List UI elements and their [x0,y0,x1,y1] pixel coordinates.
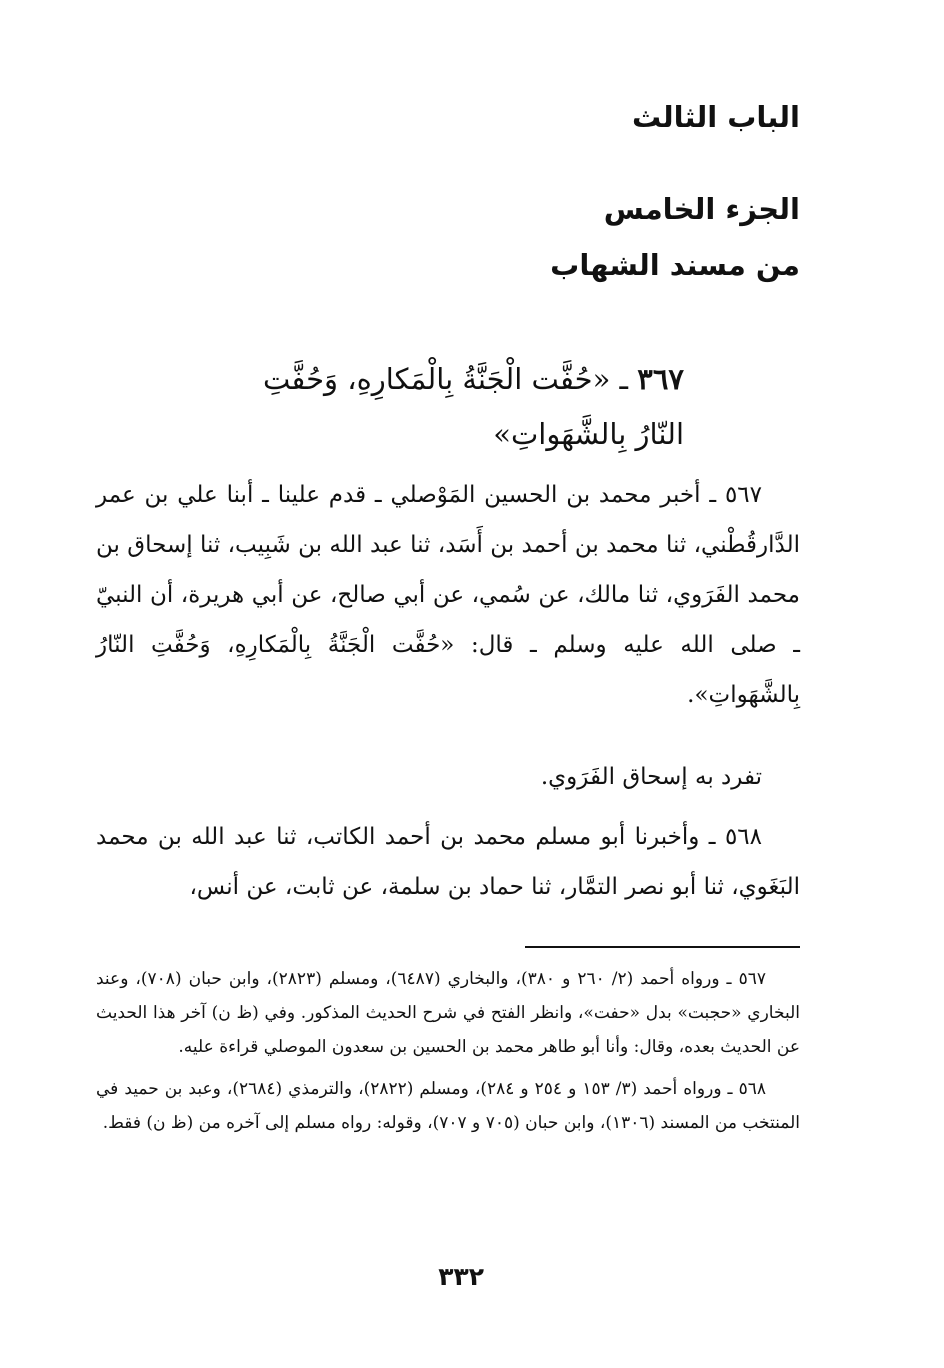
footnote-text: ورواه أحمد (٣/ ١٥٣ و ٢٥٤ و ٢٨٤)، ومسلم (٢٨٢٢)، والترمذي (٢٦٨٤)، وعبد بن حميد في المنتخب من المسند (١٣٠٦)، وابن حبان (٧٠٥ و ٧٠٧)، وقوله: رواه مسلم إلى آخره من (ظ ن) فقط. [96,1079,800,1133]
hadith-text: «حُفَّت الْجَنَّةُ بِالْمَكارِهِ، وَحُفَّتِ النّارُ بِالشَّهَواتِ» [262,362,684,451]
commentary-text: تفرد به إسحاق الفَرَوي. [540,764,762,790]
narration-paragraph [96,812,800,912]
footnote-text: ورواه أحمد (٢/ ٢٦٠ و ٣٨٠)، والبخاري (٦٤٨٧)، ومسلم (٢٨٢٣)، وابن حبان (٧٠٨)، وعند البخاري «حجبت» بدل «حفت»، وانظر الفتح في شرح الحديث المذكور. وفي (ظ ن) آخر هذا الحديث عن الحديث بعده، وقال: وأنا أبو طاهر محمد بن الحسين بن سعدون الموصلي قراءة عليه. [96,969,800,1057]
hadith-heading [214,352,684,462]
footnote-dash: ـ [719,969,732,989]
footnote-divider [525,946,800,948]
book-page [96,0,800,1368]
part-subtitle: من مسند الشهاب [550,248,800,282]
hadith-number: ٣٦٧ [637,362,684,396]
footnotes [96,962,800,1148]
narration-dash: ـ [700,482,717,508]
narration-text: أخبر محمد بن الحسين المَوْصلي ـ قدم علينا ـ أبنا علي بن عمر الدَّارقُطْني، ثنا محمد بن أحمد بن أَسَد، ثنا عبد الله بن شَبِيب، ثنا إسحاق بن محمد الفَرَوي، ثنا مالك، عن سُمي، عن أبي صالح، عن أبي هريرة، أن النبيّ ـ صلى الله عليه وسلم ـ قال: «حُفَّت الْجَنَّةُ بِالْمَكارِهِ، وَحُفَّتِ النّارُ بِالشَّهَواتِ». [96,482,800,708]
hadith-dash: ـ [610,362,629,396]
footnote-number: ٥٦٨ [738,1079,766,1099]
footnote [96,1072,800,1140]
narration-paragraph [96,470,800,720]
narration-text: وأخبرنا أبو مسلم محمد بن أحمد الكاتب، ثنا عبد الله بن محمد البَغَوي، ثنا أبو نصر التمَّار، ثنا حماد بن سلمة، عن ثابت، عن أنس، [96,824,800,900]
footnote [96,962,800,1064]
narration-number: ٥٦٧ [724,482,762,508]
footnote-dash: ـ [721,1079,733,1099]
footnote-number: ٥٦٧ [738,969,766,989]
page-number: ٣٣٢ [438,1262,484,1291]
part-title: الجزء الخامس [603,192,800,226]
commentary-paragraph [96,752,800,802]
narration-dash: ـ [699,824,716,850]
narration-number: ٥٦٨ [724,824,762,850]
chapter-title: الباب الثالث [632,100,800,134]
